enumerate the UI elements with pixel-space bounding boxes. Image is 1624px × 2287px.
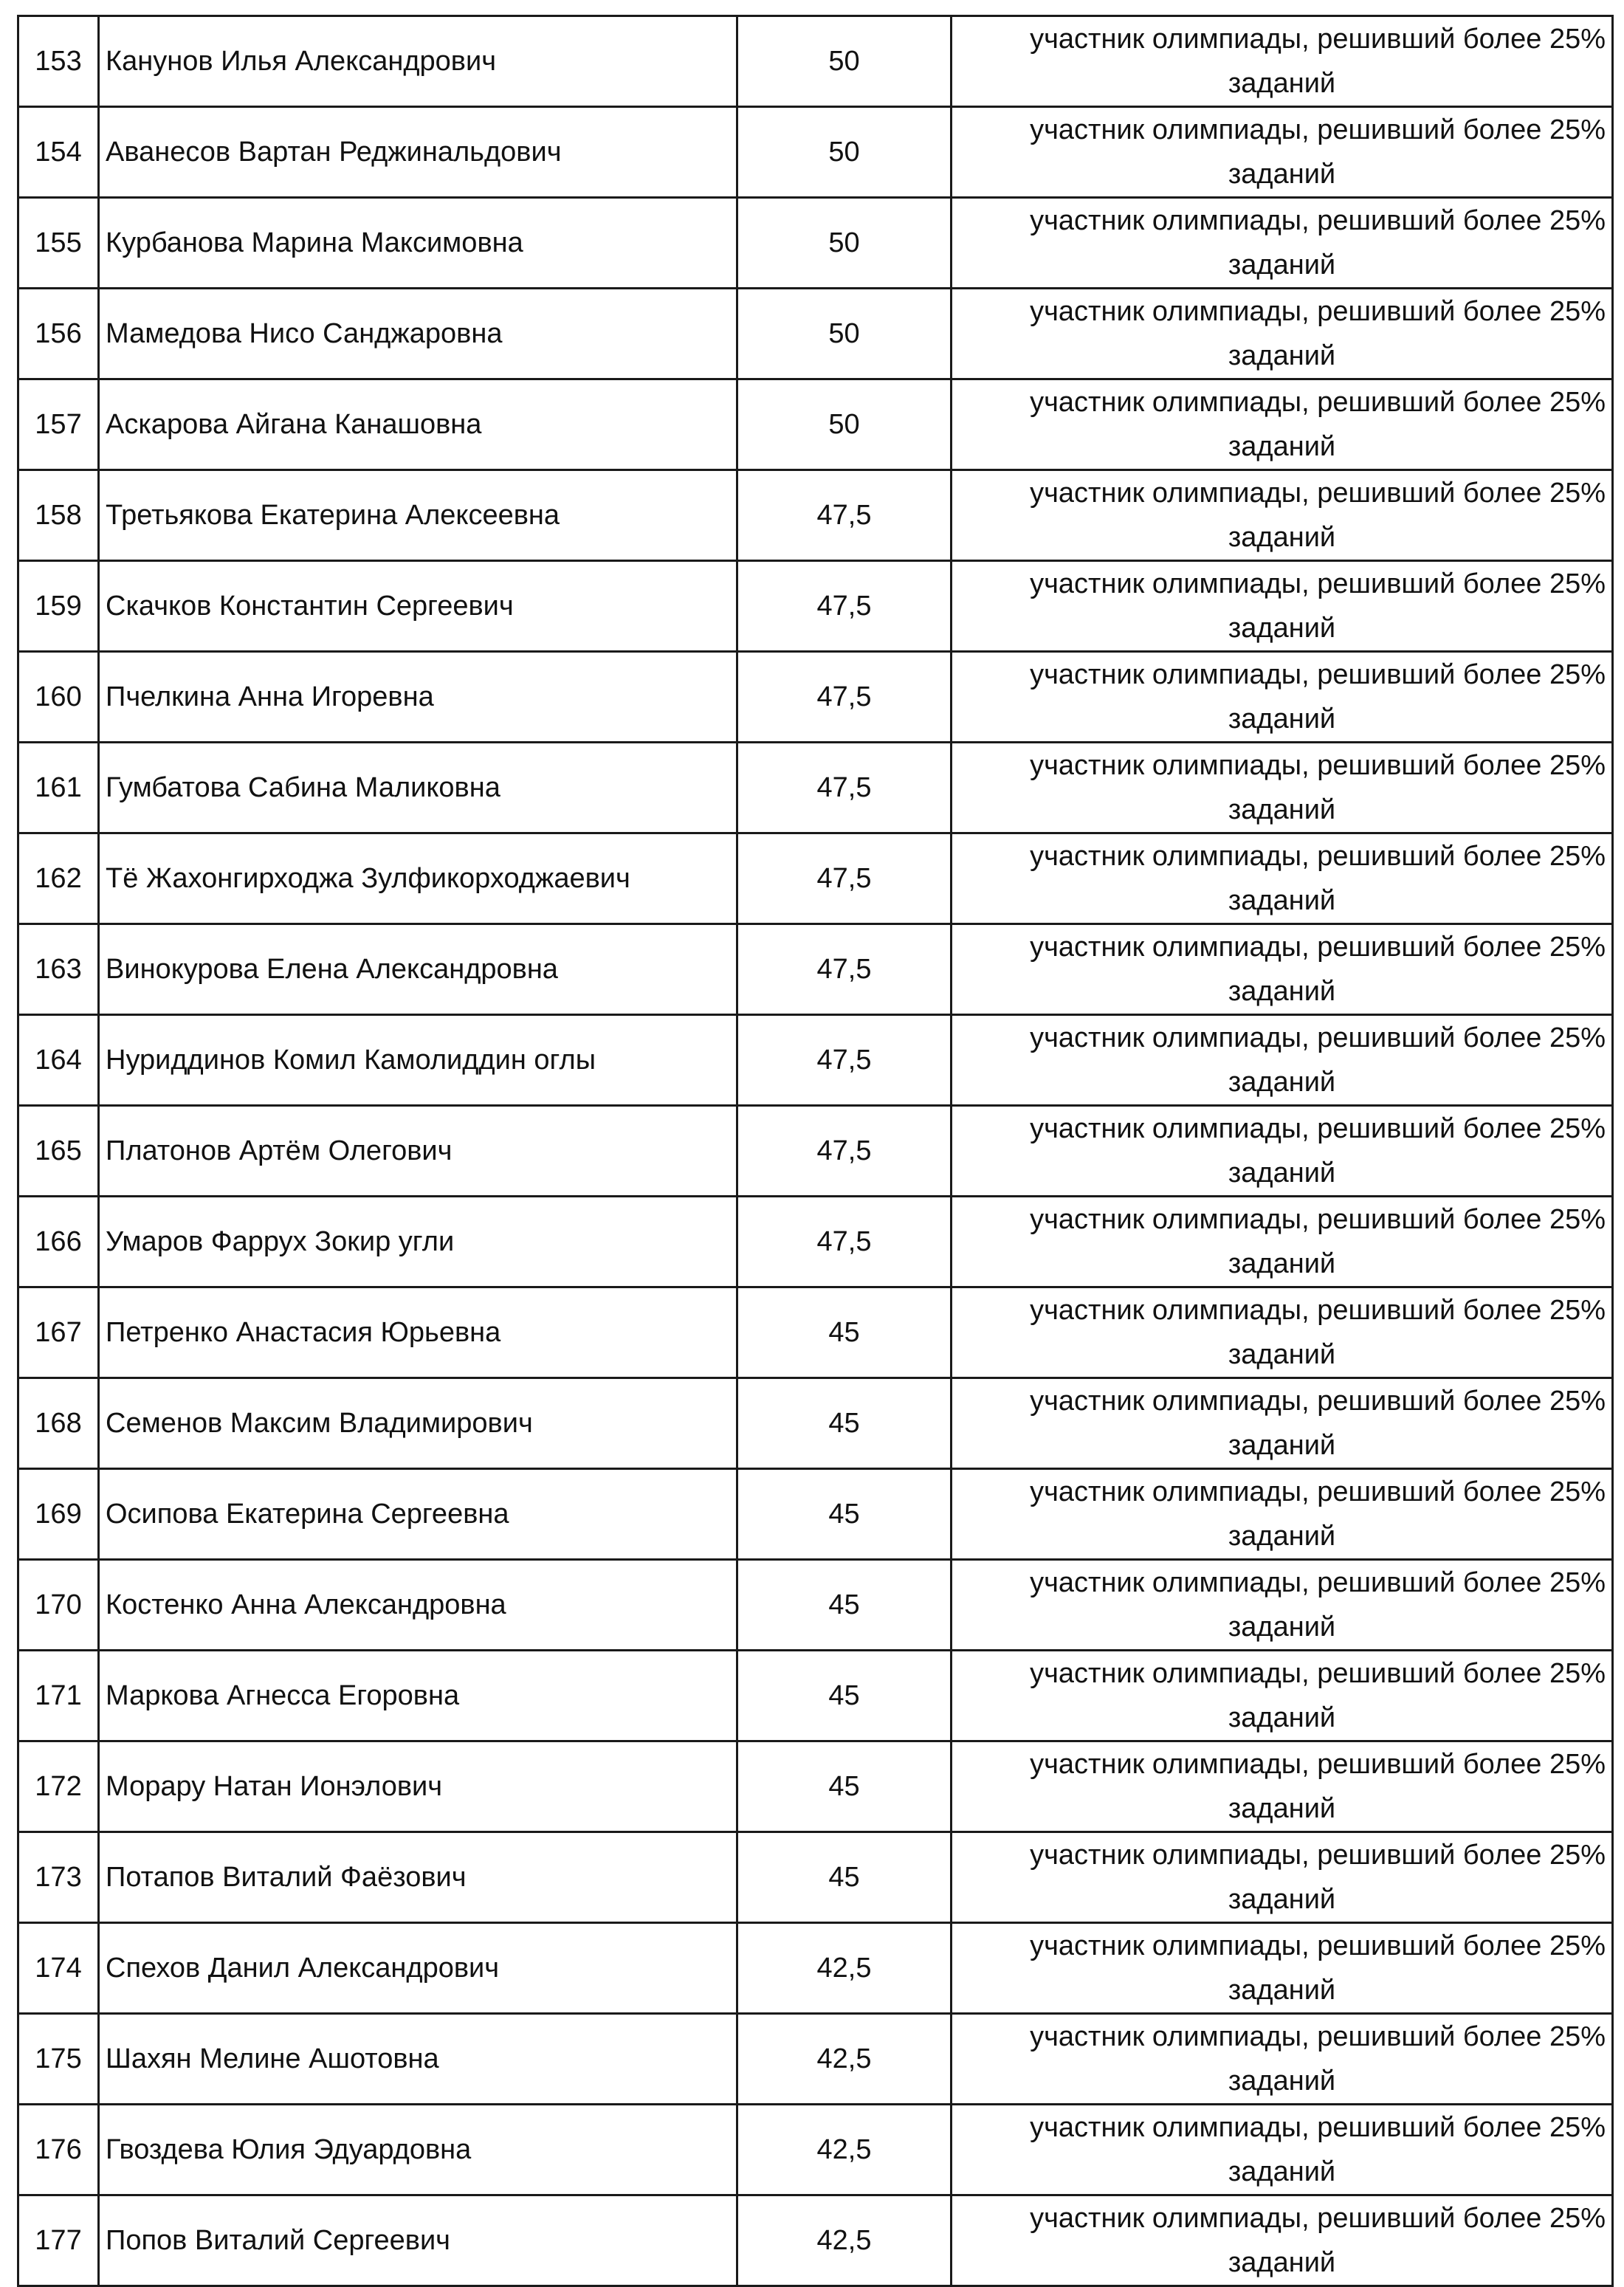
row-number: 155 bbox=[18, 198, 99, 289]
status-text-line2: заданий bbox=[1228, 1248, 1336, 1279]
status-text-line2: заданий bbox=[1228, 1067, 1336, 1098]
participant-name: Гумбатова Сабина Маликовна bbox=[99, 743, 737, 833]
score-value: 50 bbox=[737, 289, 952, 379]
status-text-line2: заданий bbox=[1228, 2247, 1336, 2278]
row-number: 164 bbox=[18, 1015, 99, 1106]
status-cell bbox=[952, 1832, 1613, 1923]
score-value: 45 bbox=[737, 1378, 952, 1469]
row-number: 165 bbox=[18, 1106, 99, 1197]
status-text-line2: заданий bbox=[1228, 885, 1336, 916]
status-text-line2: заданий bbox=[1228, 250, 1336, 281]
score-value: 47,5 bbox=[737, 561, 952, 652]
status-cell bbox=[952, 1015, 1613, 1106]
row-number: 166 bbox=[18, 1197, 99, 1287]
row-number: 160 bbox=[18, 652, 99, 743]
score-value: 47,5 bbox=[737, 833, 952, 924]
status-text-line2: заданий bbox=[1228, 1158, 1336, 1189]
table-row bbox=[18, 1197, 1613, 1287]
status-cell bbox=[952, 561, 1613, 652]
table-row bbox=[18, 1106, 1613, 1197]
participant-name: Маркова Агнесса Егоровна bbox=[99, 1651, 737, 1741]
status-text-line1: участник олимпиады, решивший более 25% bbox=[1030, 1386, 1606, 1417]
status-text-line2: заданий bbox=[1228, 340, 1336, 371]
participant-name: Гвоздева Юлия Эдуардовна bbox=[99, 2105, 737, 2195]
participant-name: Попов Виталий Сергеевич bbox=[99, 2195, 737, 2286]
score-value: 50 bbox=[737, 198, 952, 289]
score-value: 50 bbox=[737, 16, 952, 107]
score-value: 47,5 bbox=[737, 652, 952, 743]
participant-name: Мамедова Нисо Санджаровна bbox=[99, 289, 737, 379]
status-text-line1: участник олимпиады, решивший более 25% bbox=[1030, 841, 1606, 872]
row-number: 171 bbox=[18, 1651, 99, 1741]
participant-name: Канунов Илья Александрович bbox=[99, 16, 737, 107]
results-sheet bbox=[17, 15, 1611, 2287]
row-number: 159 bbox=[18, 561, 99, 652]
participant-name: Платонов Артём Олегович bbox=[99, 1106, 737, 1197]
status-text-line1: участник олимпиады, решивший более 25% bbox=[1030, 2203, 1606, 2234]
participant-name: Спехов Данил Александрович bbox=[99, 1923, 737, 2014]
table-row bbox=[18, 1378, 1613, 1469]
table-row bbox=[18, 2195, 1613, 2286]
score-value: 47,5 bbox=[737, 1106, 952, 1197]
row-number: 175 bbox=[18, 2014, 99, 2105]
score-value: 45 bbox=[737, 1832, 952, 1923]
row-number: 168 bbox=[18, 1378, 99, 1469]
status-text-line1: участник олимпиады, решивший более 25% bbox=[1030, 1840, 1606, 1871]
table-row bbox=[18, 107, 1613, 198]
status-text-line1: участник олимпиады, решивший более 25% bbox=[1030, 568, 1606, 599]
status-cell bbox=[952, 924, 1613, 1015]
table-row bbox=[18, 1560, 1613, 1651]
status-cell bbox=[952, 379, 1613, 470]
participant-name: Третьякова Екатерина Алексеевна bbox=[99, 470, 737, 561]
score-value: 47,5 bbox=[737, 743, 952, 833]
status-text-line1: участник олимпиады, решивший более 25% bbox=[1030, 1567, 1606, 1598]
participant-name: Осипова Екатерина Сергеевна bbox=[99, 1469, 737, 1560]
status-text-line2: заданий bbox=[1228, 1975, 1336, 2006]
status-text-line2: заданий bbox=[1228, 1430, 1336, 1461]
status-text-line1: участник олимпиады, решивший более 25% bbox=[1030, 1295, 1606, 1326]
status-cell bbox=[952, 198, 1613, 289]
status-cell bbox=[952, 1287, 1613, 1378]
table-row bbox=[18, 561, 1613, 652]
status-text-line2: заданий bbox=[1228, 1612, 1336, 1643]
row-number: 170 bbox=[18, 1560, 99, 1651]
table-row bbox=[18, 289, 1613, 379]
status-text-line2: заданий bbox=[1228, 68, 1336, 99]
status-cell bbox=[952, 1923, 1613, 2014]
table-row bbox=[18, 1832, 1613, 1923]
status-text-line1: участник олимпиады, решивший более 25% bbox=[1030, 1930, 1606, 1961]
row-number: 161 bbox=[18, 743, 99, 833]
status-text-line1: участник олимпиады, решивший более 25% bbox=[1030, 296, 1606, 327]
row-number: 169 bbox=[18, 1469, 99, 1560]
participant-name: Курбанова Марина Максимовна bbox=[99, 198, 737, 289]
status-cell bbox=[952, 2105, 1613, 2195]
status-text-line1: участник олимпиады, решивший более 25% bbox=[1030, 24, 1606, 55]
status-text-line2: заданий bbox=[1228, 159, 1336, 190]
score-value: 47,5 bbox=[737, 1197, 952, 1287]
participant-name: Шахян Мелине Ашотовна bbox=[99, 2014, 737, 2105]
row-number: 156 bbox=[18, 289, 99, 379]
table-row bbox=[18, 2014, 1613, 2105]
score-value: 47,5 bbox=[737, 470, 952, 561]
table-row bbox=[18, 1741, 1613, 1832]
status-text-line2: заданий bbox=[1228, 1339, 1336, 1370]
status-text-line2: заданий bbox=[1228, 1521, 1336, 1552]
participant-name: Аскарова Айгана Канашовна bbox=[99, 379, 737, 470]
status-cell bbox=[952, 1197, 1613, 1287]
participant-name: Пчелкина Анна Игоревна bbox=[99, 652, 737, 743]
status-text-line1: участник олимпиады, решивший более 25% bbox=[1030, 1658, 1606, 1689]
status-cell bbox=[952, 652, 1613, 743]
status-text-line1: участник олимпиады, решивший более 25% bbox=[1030, 2021, 1606, 2052]
status-text-line1: участник олимпиады, решивший более 25% bbox=[1030, 1749, 1606, 1780]
table-row bbox=[18, 198, 1613, 289]
table-row bbox=[18, 1469, 1613, 1560]
status-cell bbox=[952, 1106, 1613, 1197]
score-value: 45 bbox=[737, 1651, 952, 1741]
status-text-line2: заданий bbox=[1228, 613, 1336, 644]
table-row bbox=[18, 1287, 1613, 1378]
status-text-line2: заданий bbox=[1228, 704, 1336, 735]
row-number: 163 bbox=[18, 924, 99, 1015]
participant-name: Аванесов Вартан Реджинальдович bbox=[99, 107, 737, 198]
score-value: 42,5 bbox=[737, 2195, 952, 2286]
status-text-line1: участник олимпиады, решивший более 25% bbox=[1030, 1113, 1606, 1144]
status-text-line1: участник олимпиады, решивший более 25% bbox=[1030, 659, 1606, 690]
row-number: 172 bbox=[18, 1741, 99, 1832]
row-number: 173 bbox=[18, 1832, 99, 1923]
table-row bbox=[18, 379, 1613, 470]
score-value: 45 bbox=[737, 1560, 952, 1651]
status-text-line2: заданий bbox=[1228, 976, 1336, 1007]
score-value: 50 bbox=[737, 107, 952, 198]
participant-name: Нуриддинов Комил Камолиддин оглы bbox=[99, 1015, 737, 1106]
results-table bbox=[17, 15, 1614, 2287]
status-cell bbox=[952, 107, 1613, 198]
status-text-line1: участник олимпиады, решивший более 25% bbox=[1030, 932, 1606, 963]
status-cell bbox=[952, 1378, 1613, 1469]
row-number: 153 bbox=[18, 16, 99, 107]
status-text-line2: заданий bbox=[1228, 2156, 1336, 2187]
status-cell bbox=[952, 2195, 1613, 2286]
status-text-line1: участник олимпиады, решивший более 25% bbox=[1030, 387, 1606, 418]
status-cell bbox=[952, 1560, 1613, 1651]
participant-name: Семенов Максим Владимирович bbox=[99, 1378, 737, 1469]
row-number: 154 bbox=[18, 107, 99, 198]
status-cell bbox=[952, 470, 1613, 561]
status-cell bbox=[952, 743, 1613, 833]
status-text-line1: участник олимпиады, решивший более 25% bbox=[1030, 1204, 1606, 1235]
table-row bbox=[18, 2105, 1613, 2195]
status-text-line1: участник олимпиады, решивший более 25% bbox=[1030, 750, 1606, 781]
status-text-line2: заданий bbox=[1228, 1884, 1336, 1915]
row-number: 167 bbox=[18, 1287, 99, 1378]
status-cell bbox=[952, 1469, 1613, 1560]
row-number: 177 bbox=[18, 2195, 99, 2286]
status-cell bbox=[952, 16, 1613, 107]
score-value: 42,5 bbox=[737, 2014, 952, 2105]
status-cell bbox=[952, 289, 1613, 379]
row-number: 162 bbox=[18, 833, 99, 924]
results-table-body bbox=[18, 16, 1613, 2286]
status-text-line2: заданий bbox=[1228, 1702, 1336, 1733]
status-text-line2: заданий bbox=[1228, 794, 1336, 825]
participant-name: Потапов Виталий Фаёзович bbox=[99, 1832, 737, 1923]
table-row bbox=[18, 16, 1613, 107]
table-row bbox=[18, 924, 1613, 1015]
table-row bbox=[18, 1015, 1613, 1106]
table-row bbox=[18, 1923, 1613, 2014]
score-value: 45 bbox=[737, 1469, 952, 1560]
row-number: 174 bbox=[18, 1923, 99, 2014]
status-cell bbox=[952, 1741, 1613, 1832]
status-text-line2: заданий bbox=[1228, 431, 1336, 462]
score-value: 42,5 bbox=[737, 1923, 952, 2014]
participant-name: Винокурова Елена Александровна bbox=[99, 924, 737, 1015]
table-row bbox=[18, 652, 1613, 743]
row-number: 176 bbox=[18, 2105, 99, 2195]
status-cell bbox=[952, 833, 1613, 924]
status-cell bbox=[952, 2014, 1613, 2105]
status-text-line2: заданий bbox=[1228, 1793, 1336, 1824]
participant-name: Морару Натан Ионэлович bbox=[99, 1741, 737, 1832]
score-value: 45 bbox=[737, 1287, 952, 1378]
score-value: 45 bbox=[737, 1741, 952, 1832]
participant-name: Скачков Константин Сергеевич bbox=[99, 561, 737, 652]
status-text-line1: участник олимпиады, решивший более 25% bbox=[1030, 1022, 1606, 1053]
status-text-line1: участник олимпиады, решивший более 25% bbox=[1030, 1476, 1606, 1507]
participant-name: Умаров Фаррух Зокир угли bbox=[99, 1197, 737, 1287]
score-value: 50 bbox=[737, 379, 952, 470]
participant-name: Костенко Анна Александровна bbox=[99, 1560, 737, 1651]
score-value: 42,5 bbox=[737, 2105, 952, 2195]
participant-name: Тё Жахонгирходжа Зулфикорходжаевич bbox=[99, 833, 737, 924]
status-text-line1: участник олимпиады, решивший более 25% bbox=[1030, 114, 1606, 145]
status-text-line2: заданий bbox=[1228, 2066, 1336, 2097]
table-row bbox=[18, 833, 1613, 924]
row-number: 158 bbox=[18, 470, 99, 561]
table-row bbox=[18, 1651, 1613, 1741]
participant-name: Петренко Анастасия Юрьевна bbox=[99, 1287, 737, 1378]
score-value: 47,5 bbox=[737, 924, 952, 1015]
table-row bbox=[18, 470, 1613, 561]
status-text-line1: участник олимпиады, решивший более 25% bbox=[1030, 205, 1606, 236]
status-text-line1: участник олимпиады, решивший более 25% bbox=[1030, 478, 1606, 509]
score-value: 47,5 bbox=[737, 1015, 952, 1106]
status-cell bbox=[952, 1651, 1613, 1741]
status-text-line1: участник олимпиады, решивший более 25% bbox=[1030, 2112, 1606, 2143]
table-row bbox=[18, 743, 1613, 833]
row-number: 157 bbox=[18, 379, 99, 470]
status-text-line2: заданий bbox=[1228, 522, 1336, 553]
